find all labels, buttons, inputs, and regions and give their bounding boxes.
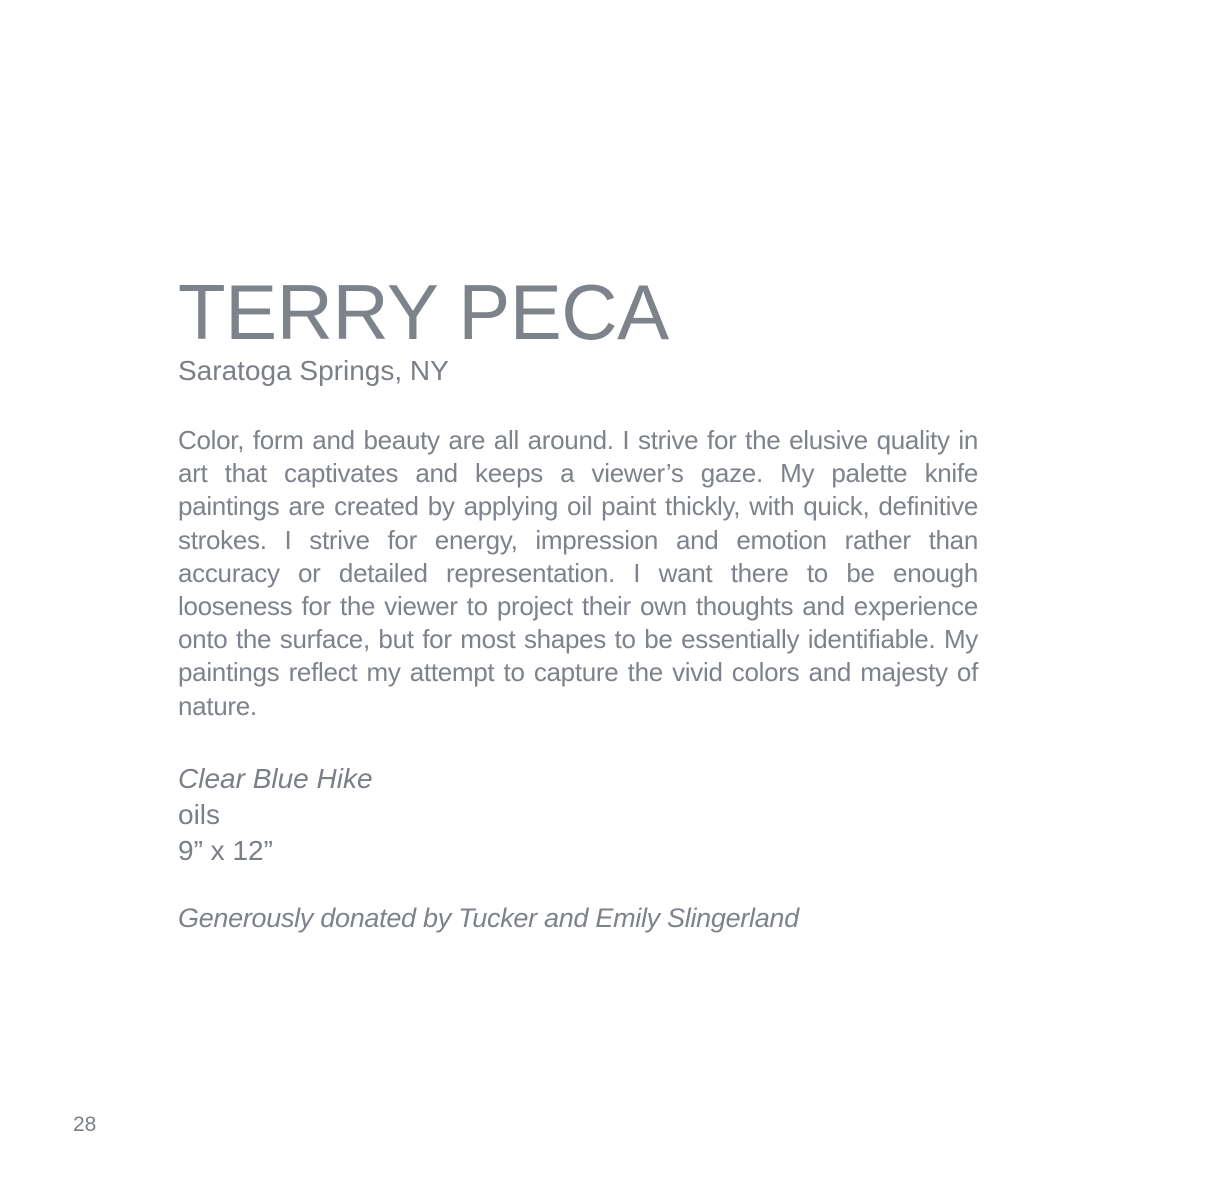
artist-statement: Color, form and beauty are all around. I strive for the elusive quality in art that captivates and keeps a viewer’s gaze. My palette knife paintings are created by applying oil paint thickly, with quick, definitive strokes. I strive for energy, impression and emotion rather than accuracy or detailed representation. I want there to be enough looseness for the viewer to project their own thoughts and experience onto the surface, but for most shapes to be essentially identifiable. My paintings reflect my attempt to capture the vivid colors and majesty of nature.	[178, 425, 978, 721]
artist-page-content	[178, 270, 978, 935]
artwork-details	[178, 761, 978, 869]
artist-name: TERRY PECA	[178, 268, 669, 356]
donation-credit: Generously donated by Tucker and Emily Slingerland	[178, 902, 799, 933]
artwork-dimensions: 9” x 12”	[178, 834, 273, 866]
page-number: 28	[73, 1113, 97, 1136]
artwork-medium: oils	[178, 798, 221, 830]
artist-location: Saratoga Springs, NY	[178, 355, 449, 386]
artwork-title: Clear Blue Hike	[178, 762, 373, 794]
